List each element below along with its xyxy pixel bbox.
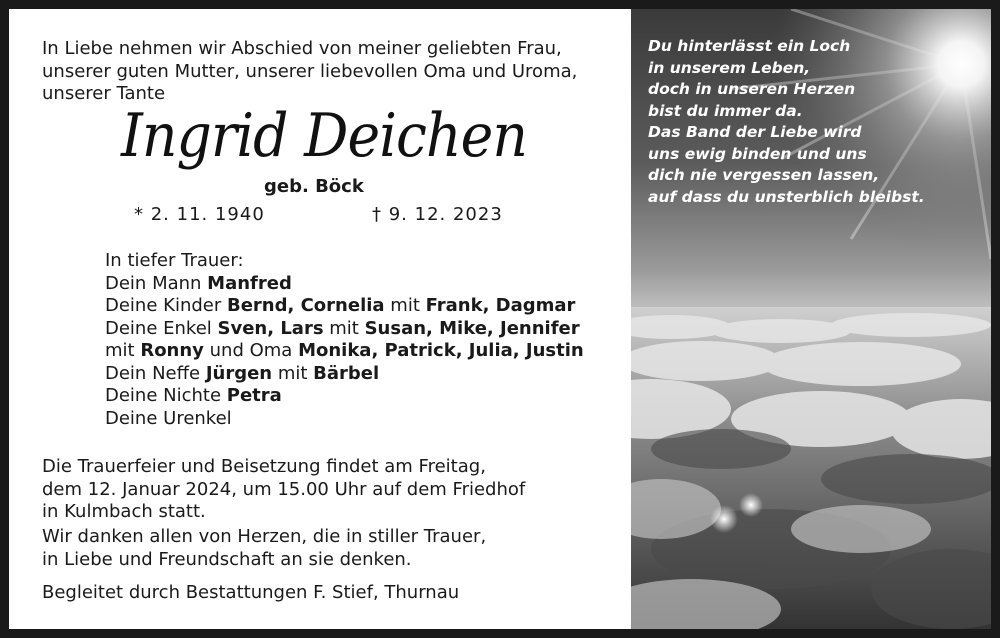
mourner-name: Monika, Patrick, Julia, Justin	[298, 340, 584, 361]
service-line: Die Trauerfeier und Beisetzung findet am Freitag,	[42, 456, 486, 477]
mourner-name: Jürgen	[205, 362, 273, 384]
mourner-line	[105, 273, 584, 296]
mourner-relation: mit	[323, 317, 365, 339]
mourner-line	[105, 340, 584, 363]
poem-line: bist du immer da.	[648, 101, 803, 120]
intro-line: unserer Tante	[42, 83, 166, 104]
mourner-relation: Dein Neffe	[105, 362, 206, 384]
service-line: in Kulmbach statt.	[42, 501, 206, 522]
obituary-text-column	[9, 9, 631, 629]
mourner-name: Frank, Dagmar	[425, 295, 576, 316]
intro-line: unserer guten Mutter, unserer liebevollen Oma und Uroma,	[42, 60, 578, 82]
intro-text	[42, 38, 577, 106]
poem-line: Du hinterlässt ein Loch	[648, 37, 851, 55]
mourner-name: Sven, Lars	[217, 317, 324, 339]
mourner-name: Bernd, Cornelia	[226, 295, 385, 316]
poem-line: in unserem Leben,	[648, 58, 811, 77]
mourner-line	[105, 363, 584, 386]
mourner-relation: Dein Mann	[105, 272, 208, 294]
mourner-relation: Deine Urenkel	[105, 407, 232, 429]
mourner-relation: mit	[105, 340, 141, 361]
mourner-relation: Deine Nichte	[105, 385, 227, 406]
mourners-list	[105, 250, 584, 430]
mourner-name: Susan, Mike, Jennifer	[364, 317, 580, 339]
undertaker-credit: Begleitet durch Bestattungen F. Stief, Thurnau	[42, 582, 460, 603]
mourner-relation: mit	[272, 362, 314, 384]
birth-date: * 2. 11. 1940	[134, 204, 265, 225]
poem-verse	[648, 36, 925, 208]
mourner-relation: Deine Kinder	[105, 295, 227, 316]
service-notice	[42, 456, 525, 524]
photo-panel	[631, 9, 991, 629]
mourner-name: Manfred	[207, 272, 292, 294]
mourner-lines	[105, 273, 584, 431]
mourner-relation: Deine Enkel	[105, 317, 218, 339]
mourner-relation: und Oma	[203, 340, 299, 361]
mourner-relation: mit	[384, 295, 426, 316]
poem-line: dich nie vergessen lassen,	[648, 166, 880, 184]
mourner-line	[105, 318, 584, 341]
thanks-line: in Liebe und Freundschaft an sie denken.	[42, 548, 412, 570]
poem-line: auf dass du unsterblich bleibst.	[648, 187, 925, 206]
mourner-line	[105, 295, 584, 318]
thanks-notice	[42, 526, 486, 571]
poem-line: Das Band der Liebe wird	[648, 123, 862, 141]
intro-line: In Liebe nehmen wir Abschied von meiner geliebten Frau,	[42, 38, 562, 59]
poem-line: doch in unseren Herzen	[648, 80, 856, 98]
mourner-line	[105, 408, 584, 431]
mourners-heading: In tiefer Trauer:	[105, 250, 244, 271]
mourner-name: Bärbel	[313, 362, 380, 384]
mourner-line	[105, 385, 584, 408]
thanks-line: Wir danken allen von Herzen, die in stiller Trauer,	[42, 526, 487, 547]
mourner-name: Ronny	[140, 340, 204, 361]
maiden-name: geb. Böck	[264, 176, 364, 197]
death-date: † 9. 12. 2023	[372, 204, 503, 225]
mourner-name: Petra	[226, 385, 282, 406]
poem-line: uns ewig binden und uns	[648, 144, 867, 163]
service-line: dem 12. Januar 2024, um 15.00 Uhr auf dem Friedhof	[42, 478, 526, 500]
deceased-name: Ingrid Deichen	[121, 101, 528, 171]
